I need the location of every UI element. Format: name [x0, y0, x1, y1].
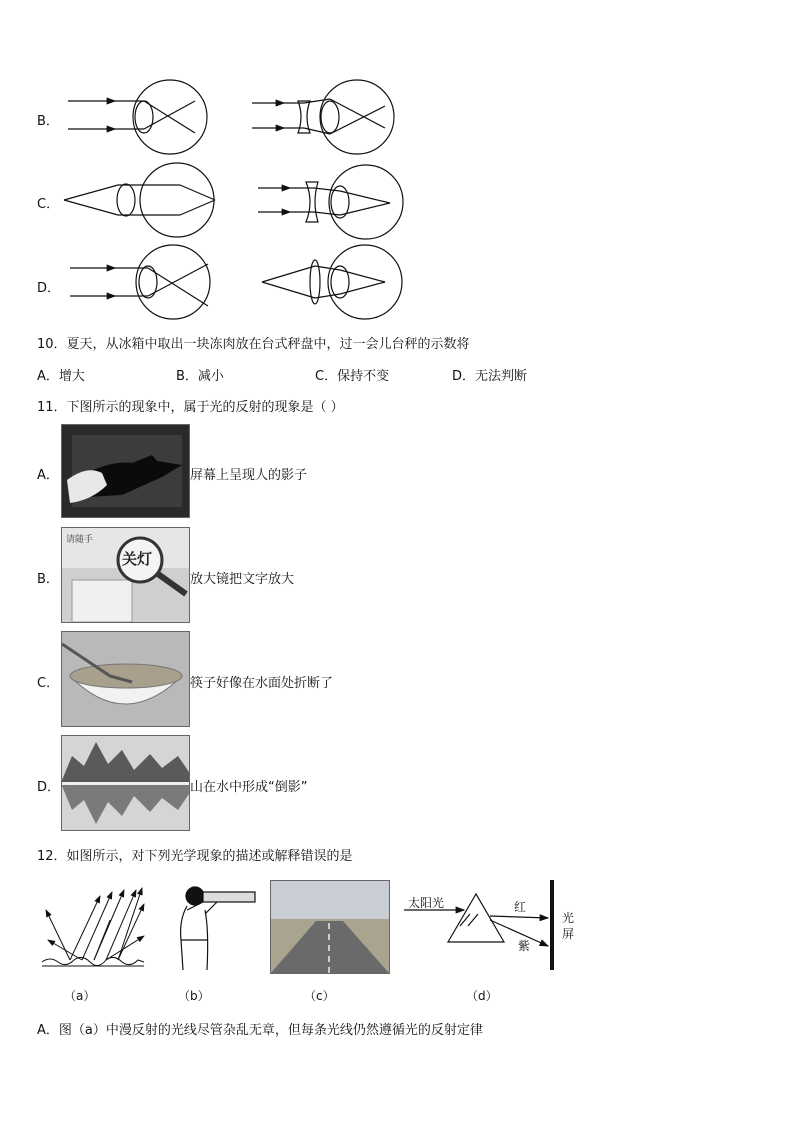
- diffuse-reflection-figure: [40, 880, 148, 972]
- reflection-photo: [61, 735, 190, 831]
- magnifier-photo: [61, 527, 190, 623]
- periscope-figure: [165, 880, 260, 972]
- figure-label-a: （a）: [64, 989, 96, 1003]
- q9-option-b-label: B．: [37, 114, 59, 129]
- diagram-d-right: [262, 245, 402, 319]
- diagram-b-left: [68, 80, 207, 154]
- q11-option-c-label: C．: [37, 676, 60, 691]
- figure-label-d: （d）: [466, 989, 498, 1003]
- q11-option-d-caption: 山在水中形成“倒影”: [190, 780, 308, 795]
- diagram-c-right: [258, 165, 403, 239]
- shadow-photo: [61, 424, 190, 518]
- q12-stem: 12．如图所示，对下列光学现象的描述或解释错误的是: [37, 849, 353, 864]
- q10-option-c: C．保持不变: [315, 369, 390, 384]
- label-screen: 光屏: [562, 911, 575, 941]
- q10-option-a: A．增大: [37, 369, 85, 384]
- q9-option-d-label: D．: [37, 281, 61, 296]
- diagram-b-right: [252, 80, 394, 154]
- figure-label-c: （c）: [304, 989, 335, 1003]
- q11-option-a-caption: 屏幕上呈现人的影子: [190, 468, 308, 483]
- q11-option-a-label: A．: [37, 468, 59, 483]
- q11-option-b-caption: 放大镜把文字放大: [190, 572, 295, 587]
- diagram-c-left: [64, 163, 215, 237]
- label-sunlight: 太阳光: [408, 896, 445, 910]
- q11-stem: 11．下图所示的现象中，属于光的反射的现象是（ ）: [37, 400, 344, 415]
- q9-option-c-label: C．: [37, 197, 60, 212]
- photo-text: 关灯: [122, 550, 153, 568]
- q10-option-d: D．无法判断: [452, 369, 528, 384]
- q9-eye-diagrams: [60, 70, 420, 325]
- label-purple: 紫: [518, 939, 531, 953]
- photo-small-text: 请随手: [66, 535, 94, 545]
- chopstick-photo: [61, 631, 190, 727]
- q12-option-a: A．图（a）中漫反射的光线尽管杂乱无章，但每条光线仍然遵循光的反射定律: [37, 1023, 483, 1038]
- q10-stem: 10．夏天，从冰箱中取出一块冻肉放在台式秤盘中，过一会儿台秤的示数将: [37, 337, 470, 352]
- label-red: 红: [514, 900, 527, 914]
- road-photo: [270, 880, 390, 974]
- q10-option-b: B．减小: [176, 369, 224, 384]
- q11-option-c-caption: 筷子好像在水面处折断了: [190, 676, 334, 691]
- diagram-d-left: [70, 245, 210, 319]
- q11-option-b-label: B．: [37, 572, 59, 587]
- figure-label-b: （b）: [178, 989, 210, 1003]
- q11-option-d-label: D．: [37, 780, 61, 795]
